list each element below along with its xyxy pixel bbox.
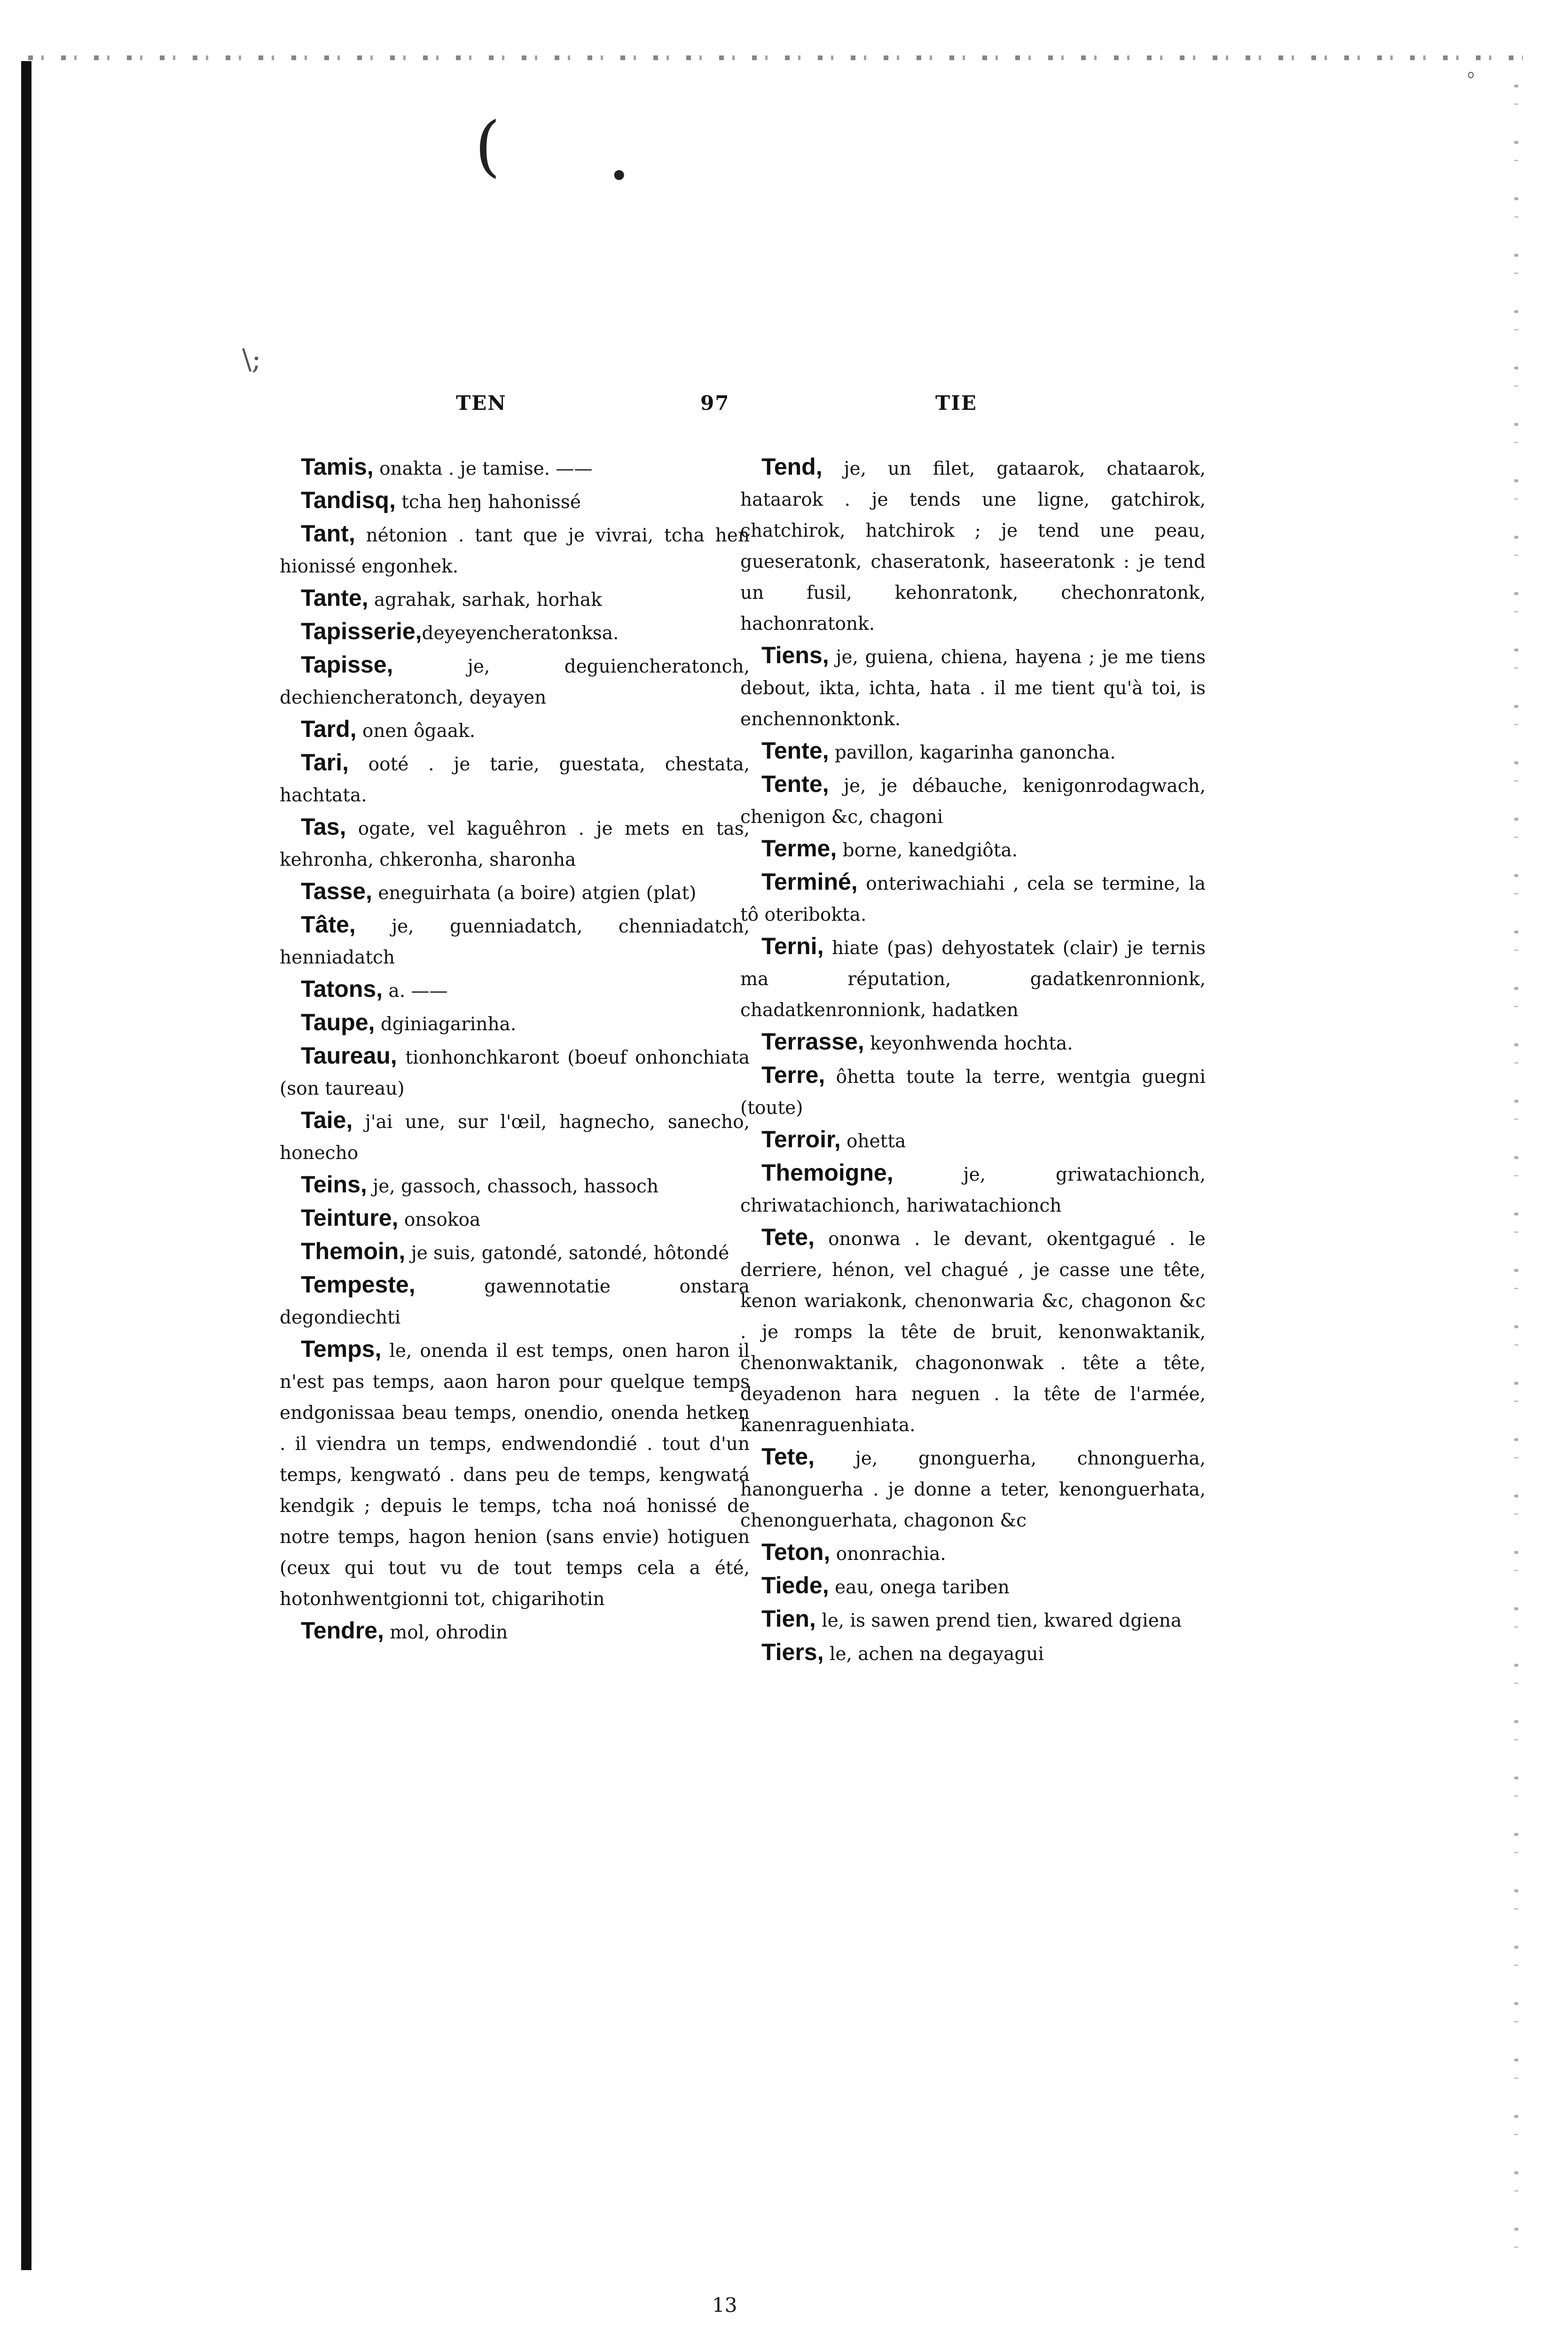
entry-headword: Terme, (761, 835, 837, 862)
stray-tick-mark: \; (242, 343, 261, 376)
entry-definition: je, je débauche, kenigonrodagwach, chenigon &c, chagoni (740, 776, 1206, 828)
entry-definition: ohetta (840, 1131, 906, 1152)
dictionary-entry (280, 1333, 750, 1615)
entry-headword: Tien, (761, 1606, 816, 1632)
entry-headword: Terminé, (761, 869, 858, 895)
entry-headword: Tasse, (301, 878, 372, 904)
dictionary-entry (740, 1637, 1206, 1670)
dictionary-entry (280, 1104, 750, 1169)
dictionary-entry (280, 1007, 750, 1040)
dictionary-entry (280, 518, 750, 582)
entry-definition: le, onenda il est temps, onen haron il n'est pas temps, aaon haron pour quelque temps endgonissaa beau temps, onendio, onenda hetken . il viendra un temps, endwendondié . tout d'un temps, kengwató . dans peu de temps, kengwatá kendgik ; depuis le temps, tcha noá honissé de notre temps, hagon henion (sans envie) hotiguen (ceux qui tout vu de tout temps cela a été, hotonhwentgionni tot, chigarihotin (280, 1340, 750, 1610)
entry-definition: dginiagarinha. (375, 1014, 517, 1035)
entry-headword: Taupe, (301, 1009, 375, 1035)
right-column (740, 451, 1206, 1670)
entry-headword: Tâte, (301, 911, 356, 938)
entry-definition: j'ai une, sur l'œil, hagnecho, sanecho, honecho (280, 1112, 750, 1164)
right-edge-noise (1514, 85, 1518, 2275)
entry-definition: a. —— (383, 980, 448, 1002)
dictionary-entry (740, 640, 1206, 735)
entry-definition: deyeyencheratonksa. (422, 623, 619, 644)
entry-definition: ooté . je tarie, guestata, chestata, hachtata. (280, 754, 750, 806)
entry-definition: je suis, gatondé, satondé, hôtondé (405, 1243, 729, 1264)
corner-mark: ﾟ (1466, 70, 1481, 102)
dictionary-entry (280, 713, 750, 747)
entry-headword: Temps, (301, 1336, 382, 1362)
entry-headword: Tatons, (301, 976, 383, 1002)
dictionary-entry (740, 833, 1206, 866)
entry-headword: Tete, (761, 1443, 815, 1470)
dictionary-entry (280, 1202, 750, 1236)
entry-definition: je, deguiencheratonch, dechiencheratonch, deyayen (280, 656, 750, 708)
entry-definition: ôhetta toute la terre, wentgia guegni (toute) (740, 1066, 1206, 1119)
running-head-left: TEN (456, 392, 507, 415)
dictionary-entry (740, 1222, 1206, 1441)
dictionary-entry (280, 451, 750, 485)
entry-headword: Terrasse, (761, 1028, 864, 1055)
stray-parenthesis-mark: ( (475, 108, 501, 185)
entry-definition: eneguirhata (a boire) atgien (plat) (372, 883, 697, 904)
entry-headword: Taie, (301, 1107, 353, 1133)
entry-definition: le, achen na degayagui (823, 1644, 1044, 1665)
dictionary-entry (280, 485, 750, 518)
entry-headword: Tempeste, (301, 1271, 416, 1298)
entry-headword: Tard, (301, 716, 357, 742)
dictionary-entry (740, 1157, 1206, 1222)
entry-headword: Tete, (761, 1224, 815, 1250)
entry-definition: onakta . je tamise. —— (373, 458, 593, 479)
entry-definition: eau, onega tariben (829, 1577, 1010, 1598)
dictionary-entry (280, 811, 750, 876)
page-number: 13 (712, 2294, 737, 2317)
running-head-page: 97 (700, 392, 730, 415)
entry-headword: Tente, (761, 737, 829, 764)
entry-definition: tcha heŋ hahonissé (395, 492, 581, 513)
entry-definition: onsokoa (398, 1209, 481, 1230)
entry-headword: Tant, (301, 520, 355, 547)
dictionary-entry (740, 1059, 1206, 1124)
dictionary-entry (740, 735, 1206, 768)
dictionary-entry (740, 768, 1206, 833)
dictionary-entry (740, 1536, 1206, 1570)
page-edge-shadow (21, 61, 31, 2270)
dictionary-entry (280, 876, 750, 909)
entry-headword: Teinture, (301, 1205, 399, 1231)
entry-headword: Tandisq, (301, 487, 396, 513)
entry-definition: je, un filet, gataarok, chataarok, hataarok . je tends une ligne, gatchirok, chatchirok, hatchirok ; je tend une peau, gueseratonk, chaseratonk, haseeratonk : je tend un fusil, kehonratonk, chechonratonk, hachonratonk. (740, 458, 1206, 634)
entry-definition: le, is sawen prend tien, kwared dgiena (815, 1610, 1182, 1631)
entry-headword: Tante, (301, 585, 368, 611)
entry-definition: je, guenniadatch, chenniadatch, henniadatch (280, 916, 750, 968)
dictionary-entry (740, 451, 1206, 640)
entry-headword: Tas, (301, 814, 346, 840)
dictionary-entry (280, 909, 750, 973)
dictionary-entry (280, 1169, 750, 1202)
entry-definition: tionhonchkaront (boeuf onhonchiata (son taureau) (280, 1047, 750, 1099)
top-edge-noise (28, 55, 1523, 60)
stray-dot-mark: • (610, 160, 628, 193)
dictionary-entry (280, 582, 750, 616)
entry-headword: Tiers, (761, 1639, 824, 1665)
entry-definition: pavillon, kagarinha ganoncha. (829, 742, 1116, 763)
entry-definition: je, guiena, chiena, hayena ; je me tiens debout, ikta, ichta, hata . il me tient qu'à toi, is enchennonktonk. (740, 647, 1206, 730)
entry-headword: Terni, (761, 933, 824, 959)
entry-headword: Teins, (301, 1171, 367, 1198)
entry-headword: Taureau, (301, 1042, 397, 1069)
dictionary-entry (280, 649, 750, 713)
entry-definition: mol, ohrodin (384, 1622, 508, 1643)
entry-definition: je, gassoch, chassoch, hassoch (367, 1176, 659, 1197)
entry-headword: Tapisserie, (301, 618, 422, 644)
entry-headword: Tente, (761, 771, 829, 797)
entry-definition: je, griwatachionch, chriwatachionch, hariwatachionch (740, 1164, 1206, 1216)
dictionary-entry (740, 1026, 1206, 1059)
entry-headword: Tapisse, (301, 651, 393, 678)
dictionary-entry (740, 1124, 1206, 1157)
dictionary-entry (740, 866, 1206, 931)
entry-definition: ononwa . le devant, okentgagué . le derriere, hénon, vel chagué , je casse une tête, kenon wariakonk, chenonwaria &c, chagonon &c . je romps la tête de bruit, kenonwaktanik, chenonwaktanik, chagononwak . tête a tête, deyadenon hara neguen . la tête de l'armée, kanenraguenhiata. (740, 1229, 1206, 1436)
left-column (280, 451, 750, 1648)
dictionary-entry (740, 1441, 1206, 1536)
entry-headword: Terre, (761, 1062, 825, 1088)
running-head-right: TIE (935, 392, 977, 415)
dictionary-entry (280, 616, 750, 649)
dictionary-entry (280, 1615, 750, 1648)
dictionary-entry (280, 1040, 750, 1104)
entry-headword: Tari, (301, 749, 349, 776)
entry-headword: Themoin, (301, 1238, 406, 1264)
entry-headword: Tamis, (301, 454, 374, 480)
entry-headword: Tendre, (301, 1617, 384, 1644)
entry-headword: Tend, (761, 454, 823, 480)
dictionary-entry (740, 1570, 1206, 1603)
dictionary-entry (740, 1603, 1206, 1637)
entry-definition: onen ôgaak. (356, 721, 476, 742)
dictionary-entry (740, 931, 1206, 1026)
entry-definition: onteriwachiahi , cela se termine, la tô oteribokta. (740, 873, 1206, 925)
dictionary-entry (280, 1269, 750, 1333)
entry-definition: hiate (pas) dehyostatek (clair) je ternis ma réputation, gadatkenronnionk, chadatkenronnionk, hadatken (740, 938, 1206, 1021)
dictionary-entry (280, 1236, 750, 1269)
entry-definition: keyonhwenda hochta. (864, 1033, 1073, 1054)
entry-headword: Terroir, (761, 1126, 841, 1152)
dictionary-entry (280, 747, 750, 811)
entry-definition: gawennotatie onstara degondiechti (280, 1276, 750, 1328)
entry-definition: ononrachia. (830, 1543, 946, 1565)
entry-definition: nétonion . tant que je vivrai, tcha hen hionissé engonhek. (280, 525, 750, 577)
entry-headword: Themoigne, (761, 1159, 894, 1186)
entry-definition: je, gnonguerha, chnonguerha, hanonguerha . je donne a teter, kenonguerhata, chenonguerhata, chagonon &c (740, 1448, 1206, 1531)
dictionary-entry (280, 973, 750, 1007)
entry-headword: Teton, (761, 1539, 831, 1565)
entry-definition: borne, kanedgiôta. (837, 840, 1018, 861)
entry-headword: Tiede, (761, 1572, 829, 1598)
entry-headword: Tiens, (761, 642, 829, 668)
entry-definition: ogate, vel kaguêhron . je mets en tas, kehronha, chkeronha, sharonha (280, 818, 750, 870)
running-head (277, 392, 1283, 424)
entry-definition: agrahak, sarhak, horhak (368, 589, 602, 611)
